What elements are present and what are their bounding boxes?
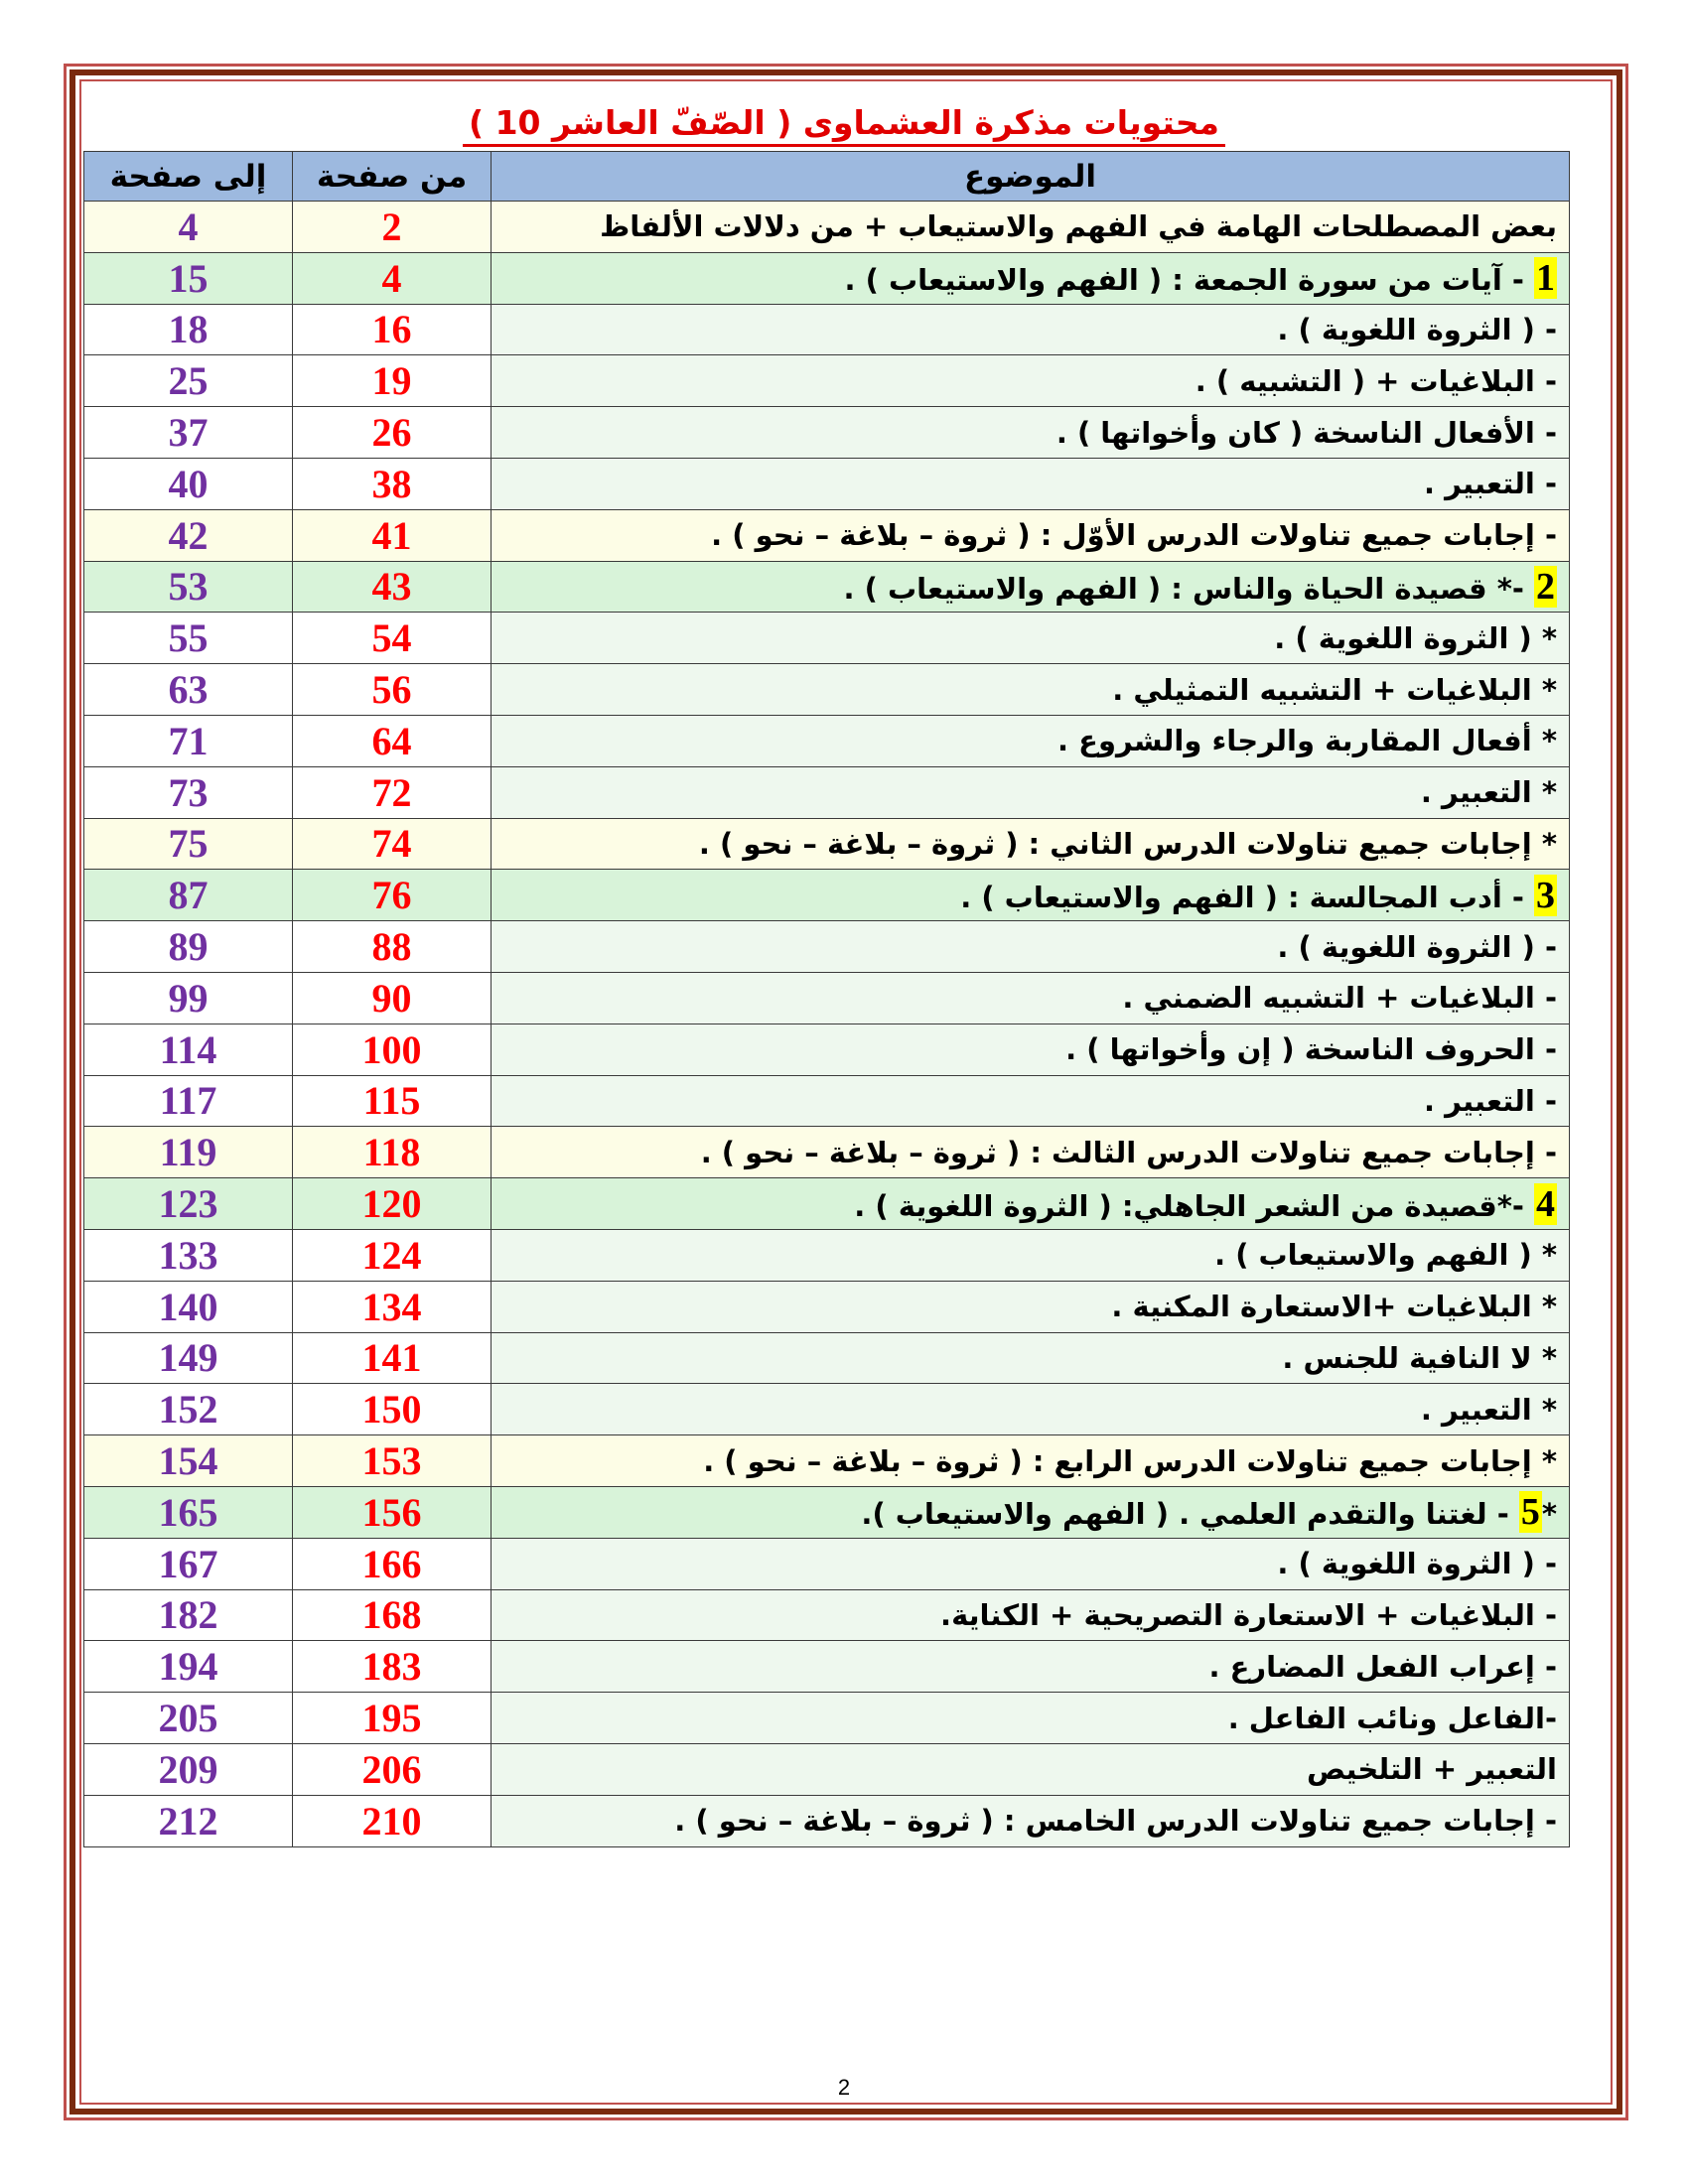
topic-text: - إجابات جميع تناولات الدرس الأوّل : ( ثروة – بلاغة – نحو ) . [711, 518, 1557, 553]
topic-cell [492, 407, 1570, 459]
topic-text: بعض المصطلحات الهامة في الفهم والاستيعاب + من دلالات الألفاظ [600, 209, 1557, 244]
to-page-cell: 73 [84, 766, 293, 818]
topic-cell [492, 304, 1570, 355]
lesson-number-highlight: 1 [1536, 257, 1555, 300]
topic-cell [492, 1641, 1570, 1693]
from-page-cell: 41 [293, 509, 492, 561]
topic-cell [492, 1538, 1570, 1589]
table-row [84, 1075, 1570, 1127]
table-row [84, 972, 1570, 1024]
table-row [84, 664, 1570, 716]
topic-text: * التعبير . [1420, 775, 1557, 810]
to-page-cell: 40 [84, 458, 293, 509]
topic-cell [492, 355, 1570, 407]
table-row [84, 715, 1570, 766]
to-page-cell: 167 [84, 1538, 293, 1589]
topic-text: - ( الثروة اللغوية ) . [1277, 312, 1557, 346]
topic-text: -* قصيدة الحياة والناس : ( الفهم والاستيعاب ) . [843, 571, 1534, 606]
to-page-cell: 4 [84, 202, 293, 253]
topic-text: * لا النافية للجنس . [1282, 1340, 1557, 1375]
topic-text: * ( الثروة اللغوية ) . [1274, 620, 1557, 655]
topic-text: - إجابات جميع تناولات الدرس الخامس : ( ثروة – بلاغة – نحو ) . [674, 1804, 1557, 1839]
topic-text: * إجابات جميع تناولات الدرس الرابع : ( ثروة – بلاغة – نحو ) . [703, 1443, 1557, 1478]
to-page-cell: 71 [84, 715, 293, 766]
topic-text: - التعبير . [1424, 467, 1557, 501]
topic-text: * أفعال المقاربة والرجاء والشروع . [1057, 724, 1557, 758]
topic-cell [492, 1743, 1570, 1795]
table-row [84, 818, 1570, 870]
from-page-cell: 150 [293, 1384, 492, 1435]
table-row [84, 1024, 1570, 1075]
table-header-row [84, 152, 1570, 202]
topic-cell [492, 1693, 1570, 1744]
from-page-cell: 115 [293, 1075, 492, 1127]
table-row [84, 1641, 1570, 1693]
to-page-cell: 53 [84, 561, 293, 613]
from-page-cell: 183 [293, 1641, 492, 1693]
table-row [84, 1589, 1570, 1641]
from-page-cell: 4 [293, 252, 492, 304]
topic-cell [492, 509, 1570, 561]
table-row [84, 1229, 1570, 1281]
header-to-page: إلى صفحة [84, 152, 293, 202]
topic-text: - البلاغيات + ( التشبيه ) . [1195, 363, 1557, 398]
from-page-cell: 88 [293, 921, 492, 973]
to-page-cell: 212 [84, 1795, 293, 1846]
topic-text: - ( الثروة اللغوية ) . [1277, 929, 1557, 964]
topic-text: * التعبير . [1420, 1392, 1557, 1427]
from-page-cell: 64 [293, 715, 492, 766]
to-page-cell: 205 [84, 1693, 293, 1744]
topic-text: -*قصيدة من الشعر الجاهلي: ( الثروة اللغوية ) . [854, 1188, 1534, 1223]
topic-text: - لغتنا والتقدم العلمي . ( الفهم والاستيعاب ). [861, 1497, 1519, 1532]
topic-cell [492, 1178, 1570, 1230]
lesson-number-highlight: 4 [1536, 1182, 1555, 1225]
page-number: 2 [837, 2075, 851, 2100]
topic-cell [492, 1589, 1570, 1641]
to-page-cell: 114 [84, 1024, 293, 1075]
from-page-cell: 210 [293, 1795, 492, 1846]
lesson-number-highlight: 5 [1520, 1491, 1540, 1534]
to-page-cell: 140 [84, 1281, 293, 1332]
table-row [84, 561, 1570, 613]
topic-cell [492, 1127, 1570, 1178]
page-title-text: محتويات مذكرة العشماوى ( الصّفّ العاشر 10 ) [463, 103, 1225, 147]
table-row [84, 252, 1570, 304]
topic-text: * البلاغيات +الاستعارة المكنية . [1111, 1290, 1557, 1324]
topic-text: - التعبير . [1424, 1083, 1557, 1118]
topic-cell [492, 613, 1570, 664]
to-page-cell: 15 [84, 252, 293, 304]
from-page-cell: 118 [293, 1127, 492, 1178]
topic-cell [492, 972, 1570, 1024]
table-row [84, 202, 1570, 253]
table-row [84, 1384, 1570, 1435]
topic-cell [492, 1075, 1570, 1127]
to-page-cell: 154 [84, 1435, 293, 1487]
topic-cell [492, 1384, 1570, 1435]
from-page-cell: 76 [293, 870, 492, 921]
table-row [84, 1538, 1570, 1589]
lesson-number-highlight: 2 [1536, 565, 1555, 608]
topic-text: - ( الثروة اللغوية ) . [1277, 1547, 1557, 1581]
contents-table-body [84, 202, 1570, 1847]
topic-text: - إجابات جميع تناولات الدرس الثالث : ( ثروة – بلاغة – نحو ) . [700, 1135, 1557, 1169]
to-page-cell: 133 [84, 1229, 293, 1281]
table-row [84, 1178, 1570, 1230]
from-page-cell: 134 [293, 1281, 492, 1332]
topic-text: * ( الفهم والاستيعاب ) . [1214, 1238, 1557, 1273]
to-page-cell: 152 [84, 1384, 293, 1435]
from-page-cell: 166 [293, 1538, 492, 1589]
table-row [84, 1435, 1570, 1487]
from-page-cell: 90 [293, 972, 492, 1024]
to-page-cell: 42 [84, 509, 293, 561]
topic-cell [492, 1332, 1570, 1384]
topic-text: - البلاغيات + التشبيه الضمني . [1122, 981, 1557, 1016]
from-page-cell: 38 [293, 458, 492, 509]
topic-cell [492, 1795, 1570, 1846]
topic-cell [492, 202, 1570, 253]
topic-cell [492, 766, 1570, 818]
topic-cell [492, 818, 1570, 870]
from-page-cell: 72 [293, 766, 492, 818]
topic-cell [492, 921, 1570, 973]
topic-cell [492, 1024, 1570, 1075]
to-page-cell: 123 [84, 1178, 293, 1230]
topic-cell [492, 664, 1570, 716]
topic-cell [492, 1486, 1570, 1538]
topic-cell [492, 1229, 1570, 1281]
to-page-cell: 25 [84, 355, 293, 407]
topic-cell [492, 1281, 1570, 1332]
to-page-cell: 55 [84, 613, 293, 664]
table-row [84, 458, 1570, 509]
to-page-cell: 75 [84, 818, 293, 870]
from-page-cell: 153 [293, 1435, 492, 1487]
topic-text: - البلاغيات + الاستعارة التصريحية + الكناية. [940, 1597, 1557, 1632]
from-page-cell: 16 [293, 304, 492, 355]
from-page-cell: 168 [293, 1589, 492, 1641]
from-page-cell: 195 [293, 1693, 492, 1744]
contents-table [83, 151, 1570, 1847]
topic-text: - الحروف الناسخة ( إن وأخواتها ) . [1065, 1032, 1557, 1067]
table-row [84, 509, 1570, 561]
topic-text: - الأفعال الناسخة ( كان وأخواتها ) . [1055, 415, 1557, 450]
topic-text: - إعراب الفعل المضارع . [1208, 1649, 1557, 1684]
from-page-cell: 19 [293, 355, 492, 407]
topic-text: * البلاغيات + التشبيه التمثيلي . [1112, 672, 1557, 707]
topic-text: - أدب المجالسة : ( الفهم والاستيعاب ) . [960, 880, 1534, 914]
topic-cell [492, 715, 1570, 766]
header-from-page: من صفحة [293, 152, 492, 202]
topic-text: - آيات من سورة الجمعة : ( الفهم والاستيعاب ) . [844, 263, 1534, 298]
from-page-cell: 43 [293, 561, 492, 613]
topic-text: التعبير + التلخيص [1306, 1752, 1557, 1787]
table-row [84, 766, 1570, 818]
topic-text: -الفاعل ونائب الفاعل . [1227, 1701, 1557, 1735]
topic-cell [492, 870, 1570, 921]
to-page-cell: 99 [84, 972, 293, 1024]
table-row [84, 1795, 1570, 1846]
to-page-cell: 117 [84, 1075, 293, 1127]
table-row [84, 1332, 1570, 1384]
to-page-cell: 87 [84, 870, 293, 921]
to-page-cell: 194 [84, 1641, 293, 1693]
from-page-cell: 156 [293, 1486, 492, 1538]
table-row [84, 1693, 1570, 1744]
from-page-cell: 54 [293, 613, 492, 664]
from-page-cell: 206 [293, 1743, 492, 1795]
page-title [0, 103, 1688, 142]
lesson-prefix: * [1541, 1497, 1557, 1532]
lesson-number-highlight: 3 [1536, 874, 1555, 916]
topic-cell [492, 252, 1570, 304]
table-row [84, 407, 1570, 459]
to-page-cell: 18 [84, 304, 293, 355]
from-page-cell: 100 [293, 1024, 492, 1075]
topic-text: * إجابات جميع تناولات الدرس الثاني : ( ثروة – بلاغة – نحو ) . [698, 826, 1557, 861]
table-row [84, 921, 1570, 973]
from-page-cell: 74 [293, 818, 492, 870]
to-page-cell: 165 [84, 1486, 293, 1538]
to-page-cell: 63 [84, 664, 293, 716]
table-row [84, 355, 1570, 407]
table-row [84, 1743, 1570, 1795]
from-page-cell: 56 [293, 664, 492, 716]
to-page-cell: 37 [84, 407, 293, 459]
topic-cell [492, 561, 1570, 613]
table-row [84, 304, 1570, 355]
from-page-cell: 124 [293, 1229, 492, 1281]
from-page-cell: 120 [293, 1178, 492, 1230]
topic-cell [492, 458, 1570, 509]
table-row [84, 870, 1570, 921]
from-page-cell: 2 [293, 202, 492, 253]
to-page-cell: 119 [84, 1127, 293, 1178]
to-page-cell: 182 [84, 1589, 293, 1641]
to-page-cell: 209 [84, 1743, 293, 1795]
topic-cell [492, 1435, 1570, 1487]
to-page-cell: 149 [84, 1332, 293, 1384]
header-topic: الموضوع [492, 152, 1570, 202]
from-page-cell: 26 [293, 407, 492, 459]
table-row [84, 1486, 1570, 1538]
table-row [84, 1127, 1570, 1178]
table-row [84, 1281, 1570, 1332]
table-row [84, 613, 1570, 664]
from-page-cell: 141 [293, 1332, 492, 1384]
to-page-cell: 89 [84, 921, 293, 973]
